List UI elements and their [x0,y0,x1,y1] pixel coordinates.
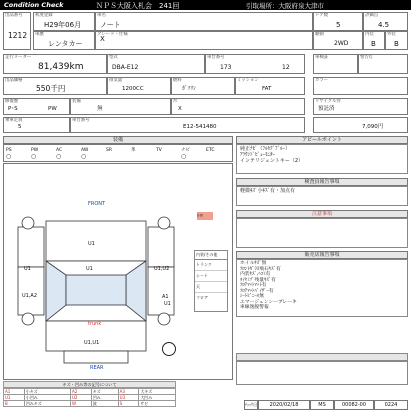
stamp-circle [162,342,176,356]
use-label: 車歴 [35,32,44,37]
warnings-box [236,218,408,248]
interior-legend [194,250,228,312]
interior-legend-item: トランク [195,260,227,271]
interior-legend-header: 内装/その他 [195,251,227,260]
seat-label: 乗車定員 [5,118,23,123]
interior-label: 内装 [365,32,374,37]
check-date-label-cell [244,400,258,410]
panel-label: U1,A2 [22,293,38,299]
drive-cell [313,31,363,50]
equipment-item [181,146,190,160]
score-value: 4.5 [378,21,390,29]
seller-note-line: ｼｰﾄﾋﾞﾆｰﾙ無 [240,294,264,299]
equipment-item-label: PS [6,148,12,153]
cc-value: 1200CC [122,86,144,92]
equipment-item-label: AC [56,148,63,153]
panel-label: U1 [164,301,171,307]
equipment-item [131,146,136,153]
seller-note-line: 内装ｷｽﾞ,ﾍｺﾐ有 [240,272,271,277]
frame-cell [205,54,305,74]
panel-label: U1,U1 [84,340,100,346]
equipment-item-label: AW [81,148,89,153]
recycle-amount: 7,090円 [362,124,384,130]
legend-row [4,401,176,407]
lot-value: 1212 [8,31,28,40]
type-cell [107,54,205,74]
registration-cell [33,12,95,31]
legend-code: S [118,401,139,407]
seller-notes-header: 販売店報告事項 [236,251,408,259]
equipment-item-label: SR [106,148,112,153]
drive-label: 駆動 [315,32,324,37]
equipment-row [3,144,233,162]
legend-code: B [4,401,25,407]
mission-label: ミッション [237,78,259,83]
legend-code: A2 [70,389,91,395]
legend-desc: キズ [91,389,118,395]
nav-cell [171,98,305,115]
seller-note-line: ﾌﾛｱﾏｯﾄﾏｯﾄ有 [240,283,267,288]
check-date-cell [258,400,310,410]
equipment-item [106,146,112,153]
mission-cell [235,77,305,95]
exterior-cell [385,31,408,50]
use-value: レンタカー [48,40,83,48]
frame-value-2: 12 [282,64,290,71]
seller-note-line: 車線逸脱警報 [240,305,269,310]
cc-cell [107,77,171,95]
interior-legend-item: シート [195,271,227,282]
equipment-item-mark: ○ [31,153,37,160]
inspector-cell [310,400,334,410]
equipment-item-label: TV [156,148,162,153]
mission-value: FAT [262,86,272,92]
header-center-title: ＮＰＳ大阪入札会 241回 [96,2,180,10]
warnings-header: 注意事項 [236,210,408,218]
score-cell [363,12,408,31]
price-label: 出品価格 [5,78,23,83]
legend-code: U3 [118,395,139,401]
inspector-value: MS [318,402,326,408]
equipment-item-label: PW [31,148,39,153]
car-number-value: E12-541480 [183,124,217,130]
panel-label: U1 [86,266,93,272]
inspector-notes-box [236,186,408,206]
door-cell [313,12,363,31]
color-no-cell [313,77,408,95]
code-cell [334,400,374,410]
panel-label: A1 [162,294,169,300]
car-number-label: 車台番号 [72,118,90,123]
legend-code: U2 [70,395,91,401]
fuel-value: ｶﾞｿﾘﾝ [182,86,196,92]
grade-label: グレード・仕様 [97,32,128,37]
reg-label: 初度登録 [35,13,53,18]
car-number-cell [70,117,305,133]
drive-value: 2WD [334,40,349,47]
equipment-item [6,146,12,160]
use-history-cell [33,31,95,50]
equipment-item [206,146,214,153]
number-value: 0224 [384,402,398,408]
equipment-header: 装備 [3,136,233,144]
legend-desc: 小凹み [24,395,70,401]
recycle-cell [313,98,408,115]
inspection-cert-cell [313,54,358,74]
appeal-header: アピールポイント [236,136,408,144]
warning-label: 警告灯 [360,55,374,60]
seller-note-line: ﾌﾛﾝﾄｶﾞﾗｽ飛石ｷｽﾞ有 [240,266,281,272]
price-cell [3,77,107,95]
rear-label: REAR [90,365,104,371]
recycle-amount-cell [313,117,408,133]
equipment-item-label: 革 [131,148,136,153]
check-date-value: 2020/02/18 [269,402,299,408]
header-left-title: Condition Check [4,1,64,9]
legend-code: W [70,401,91,407]
symbol-legend-header: キズ・凹み等の記号について [3,381,176,388]
repair-label: 修復歴 [5,99,19,104]
code-value: 00082-00 [341,402,367,408]
grade-value: X [100,35,105,43]
repair-value: 無 [97,106,103,112]
seat-cell [3,117,70,133]
equipment-item [156,146,162,153]
model-cell [95,12,313,31]
legend-desc: 凹み [91,395,118,401]
interior-legend-item: 天 [195,282,227,293]
seller-note-line: エマージェンシーブレーキ [240,299,297,305]
legend-desc: 大凹み [139,395,176,401]
marker-box [197,212,213,220]
score-label: 評価点 [365,13,379,18]
symbol-legend [3,381,176,411]
inspection-label: 車検証 [315,55,329,60]
equipment-item-label: ナビ [181,148,190,153]
model-label: 車名 [97,13,106,18]
seller-note-line: ﾀｲﾔﾐｿﾞ残量ｷｽﾞ有 [240,277,276,283]
legend-code: A1 [4,389,25,395]
equipment-item-mark: ○ [181,153,187,160]
panel-label: U1,U2 [154,266,170,272]
seller-note-line: ホイルｷｽﾞ無 [240,261,267,266]
inspector-note-line: 軽微ｷｽﾞ小ｷｽﾞ有・加点有 [240,188,296,194]
recycle-label: リサイクル券 [315,99,341,104]
grade-cell [95,31,313,50]
price-value: 550千円 [36,84,66,93]
equipment-item-mark: ○ [81,153,87,160]
interior-legend-item: フロア [196,295,208,300]
equipment-item [81,146,88,160]
equipment-item [56,146,62,160]
panel-label: U1 [24,266,31,272]
ps-value: P･S [8,106,18,112]
panel-label: U1 [88,241,95,247]
accessory-cell [70,98,171,115]
nav-label: ﾅﾋﾞ [173,99,180,104]
blank-section-header [236,353,408,361]
seller-notes-box [236,259,408,317]
fuel-cell [171,77,235,95]
type-value: DBA-E12 [112,64,139,71]
trunk-label: trunk [88,321,102,327]
front-label: FRONT [88,201,106,207]
recycle-value: 預託済 [318,106,335,112]
marker-label: ﾀｲﾔ [197,213,203,218]
interior-value: B [371,40,376,48]
legend-desc: 凹みキズ [24,401,70,407]
equipment-item-label: ETC [206,148,215,153]
cc-label: 排気量 [109,78,123,83]
legend-desc: サビ [139,401,176,407]
lot-label: 出品番号 [5,13,23,18]
header-right-title: 引取場所：大阪府泉大津市 [246,2,324,10]
header-bar [0,0,411,10]
car-diagram [3,163,233,380]
legend-desc: 大キズ [139,389,176,395]
number-cell [374,400,408,410]
interior-cell [363,31,385,50]
legend-desc: 波 [91,401,118,407]
appeal-line: ｱﾗｳﾝﾄﾞﾋﾞｭｰﾓﾆﾀｰ [240,152,276,158]
lot-number-cell [3,12,31,50]
appeal-line: インテリジェントキー（2） [240,158,304,164]
frame-value: 173 [220,64,232,71]
repair-cell [3,98,70,115]
mileage-label: 走行メーター [5,55,32,60]
model-value: ノート [100,21,121,29]
accessories-label: 装備 [72,99,81,104]
legend-code: U1 [4,395,25,401]
pw-value: PW [48,106,57,112]
inspector-notes-header: 検査員報告事項 [236,178,408,186]
fuel-label: 燃料 [173,78,182,83]
seller-note-line: ﾌﾛｱﾏｯﾄﾊﾞｲｻﾞｰ有 [240,288,274,294]
appeal-line: 純正ﾅﾋﾞ（ﾌﾙｾｸﾞﾌﾞﾙｰ） [240,146,291,152]
exterior-value: B [394,40,399,48]
type-label: 型式 [109,55,118,60]
reg-value: H29年06月 [44,21,82,29]
equipment-item [31,146,38,160]
equipment-item-mark: ○ [56,153,62,160]
symbol-legend-table [3,388,176,407]
seat-value: 5 [18,124,22,130]
frame-label: 車台番号 [207,55,225,60]
legend-code: A3 [118,389,139,395]
door-label: ドア数 [315,13,329,18]
appeal-box [236,144,408,174]
grade-x-value: X [178,106,182,112]
blank-section-box [236,361,408,385]
legend-desc: 小キズ [24,389,70,395]
equipment-item-mark: ○ [6,153,12,160]
door-value: 5 [336,21,341,29]
mileage-cell [3,54,107,74]
check-date-label: ﾁｪｯｸ日 [245,402,257,407]
exterior-label: 外装 [387,32,396,37]
mileage-value: 81,439km [38,62,84,72]
warning-lamp-cell [358,54,408,74]
color-no-label: カラー [315,78,329,83]
